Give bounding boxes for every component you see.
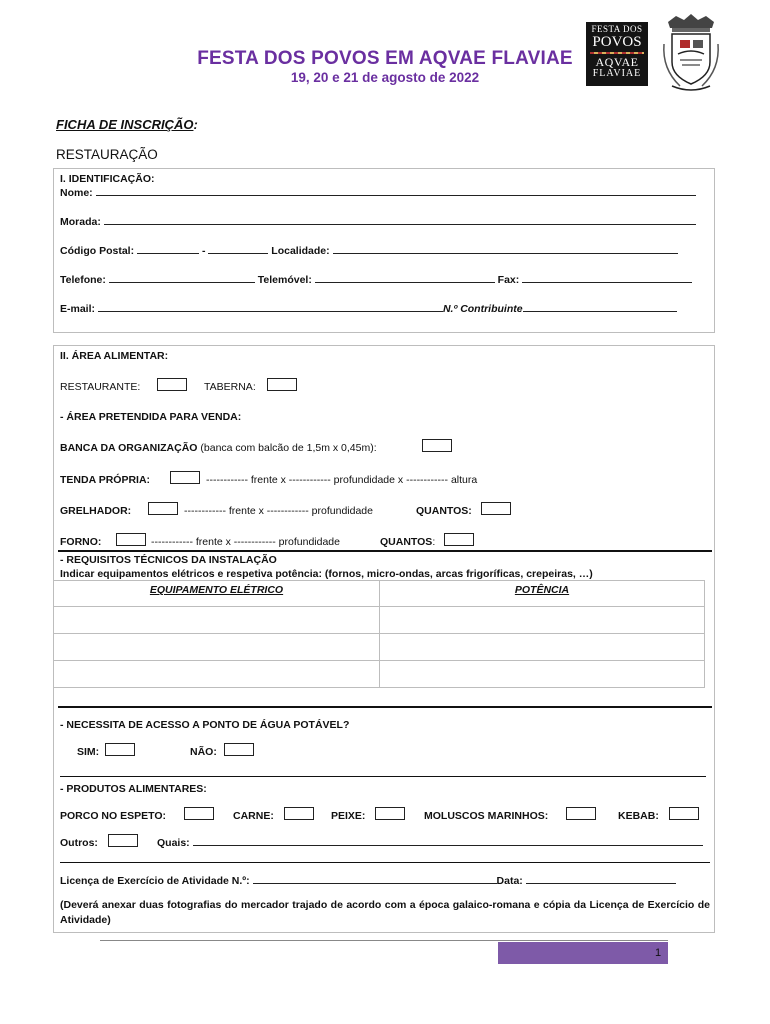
technical-requirements-instructions: Indicar equipamentos elétricos e respetiva potência: (fornos, micro-ondas, arcas frigoríficas, crepeiras, …) [60,568,593,580]
kebab-label: KEBAB: [618,810,659,822]
power-cell[interactable] [380,607,705,634]
grelhador-quantity-box[interactable] [481,502,511,515]
peixe-checkbox[interactable] [375,807,405,820]
equipment-table [53,580,705,688]
phone-row: Telefone: Telemóvel: Fax: [60,274,692,286]
power-cell[interactable] [380,634,705,661]
footer-rule [100,940,668,941]
table-row [54,607,705,634]
table-row [54,634,705,661]
food-products-title: - PRODUTOS ALIMENTARES: [60,783,207,795]
section-divider [60,776,706,777]
carne-checkbox[interactable] [284,807,314,820]
grelhador-checkbox[interactable] [148,502,178,515]
license-row: Licença de Exercício de Atividade N.º: Data: [60,875,676,887]
section-divider [58,550,712,552]
name-field[interactable] [96,187,696,196]
locality-field[interactable] [333,245,678,254]
banca-row: BANCA DA ORGANIZAÇÃO (banca com balcão de 1,5m x 0,45m): [60,442,377,454]
tenda-checkbox[interactable] [170,471,200,484]
equipment-cell[interactable] [54,607,380,634]
grelhador-dimensions: ------------ frente x ------------ profundidade [184,505,373,517]
address-field[interactable] [104,216,696,225]
municipal-crest-icon [660,14,722,94]
technical-requirements-title: - REQUISITOS TÉCNICOS DA INSTALAÇÃO [60,554,277,566]
outros-checkbox[interactable] [108,834,138,847]
power-cell[interactable] [380,661,705,688]
form-heading: FICHA DE INSCRIÇÃO: [56,117,198,132]
equipment-cell[interactable] [54,661,380,688]
table-row [54,661,705,688]
license-date-field[interactable] [526,875,676,884]
nao-checkbox[interactable] [224,743,254,756]
event-dates: 19, 20 e 21 de agosto de 2022 [290,70,480,85]
document-title: FESTA DOS POVOS EM AQVAE FLAVIAE [197,48,573,69]
quais-row: Quais: [157,837,703,849]
logo-line-4: FLAVIAE [592,68,642,79]
banca-checkbox[interactable] [422,439,452,452]
postal-row: Código Postal: - Localidade: [60,245,678,257]
moluscos-label: MOLUSCOS MARINHOS: [424,810,549,822]
carne-label: CARNE: [233,810,274,822]
email-field[interactable] [98,303,443,312]
outros-label: Outros: [60,837,98,849]
license-attachment-note: (Deverá anexar duas fotografias do mercador trajado de acordo com a época galaico-romana e cópia da Licença de Exercício de Atividade) [60,899,710,926]
license-number-field[interactable] [253,875,497,884]
moluscos-checkbox[interactable] [566,807,596,820]
forno-quantity-box[interactable] [444,533,474,546]
tenda-label: TENDA PRÓPRIA: [60,474,151,486]
festa-dos-povos-logo [586,22,648,86]
sale-area-title: - ÁREA PRETENDIDA PARA VENDA: [60,411,242,423]
quais-field[interactable] [193,837,703,846]
section-divider [58,706,712,708]
food-area-title: II. ÁREA ALIMENTAR: [60,350,169,362]
peixe-label: PEIXE: [331,810,366,822]
page-number-bar [498,942,668,964]
identification-title: I. IDENTIFICAÇÃO: [60,173,155,185]
taberna-checkbox[interactable] [267,378,297,391]
fax-field[interactable] [522,274,692,283]
forno-dimensions: ------------ frente x ------------ profundidade [151,536,340,548]
page-number: 1 [655,947,662,959]
logo-line-1: FESTA DOS [591,24,643,34]
mobile-field[interactable] [315,274,495,283]
address-row: Morada: [60,216,696,228]
form-category: RESTAURAÇÃO [56,147,158,162]
restaurante-checkbox[interactable] [157,378,187,391]
taberna-label: TABERNA: [204,381,256,393]
nao-label: NÃO: [190,746,217,758]
phone-field[interactable] [109,274,255,283]
grelhador-label: GRELHADOR: [60,505,132,517]
sim-checkbox[interactable] [105,743,135,756]
equipment-cell[interactable] [54,634,380,661]
tenda-dimensions: ------------ frente x ------------ profundidade x ------------ altura [206,474,478,486]
water-access-question: - NECESSITA DE ACESSO A PONTO DE ÁGUA POTÁVEL? [60,719,350,731]
sim-label: SIM: [77,746,100,758]
logo-line-2: POVOS [592,34,642,50]
porco-checkbox[interactable] [184,807,214,820]
email-row: E-mail: N.º Contribuinte [60,303,677,315]
logo-line-3: AQVAE [595,55,639,69]
name-row: Nome: [60,187,696,199]
forno-quantos-label: QUANTOS: [380,536,436,548]
taxpayer-number-field[interactable] [523,303,677,312]
postal-code-field-1[interactable] [137,245,199,254]
grelhador-quantos-label: QUANTOS: [416,505,472,517]
forno-checkbox[interactable] [116,533,146,546]
section-divider [60,862,710,863]
equipment-column-header: EQUIPAMENTO ELÉTRICO [54,581,380,607]
postal-code-field-2[interactable] [208,245,268,254]
restaurante-label: RESTAURANTE: [60,381,141,393]
power-column-header: POTÊNCIA [380,581,705,607]
forno-label: FORNO: [60,536,102,548]
kebab-checkbox[interactable] [669,807,699,820]
porco-label: PORCO NO ESPETO: [60,810,166,822]
